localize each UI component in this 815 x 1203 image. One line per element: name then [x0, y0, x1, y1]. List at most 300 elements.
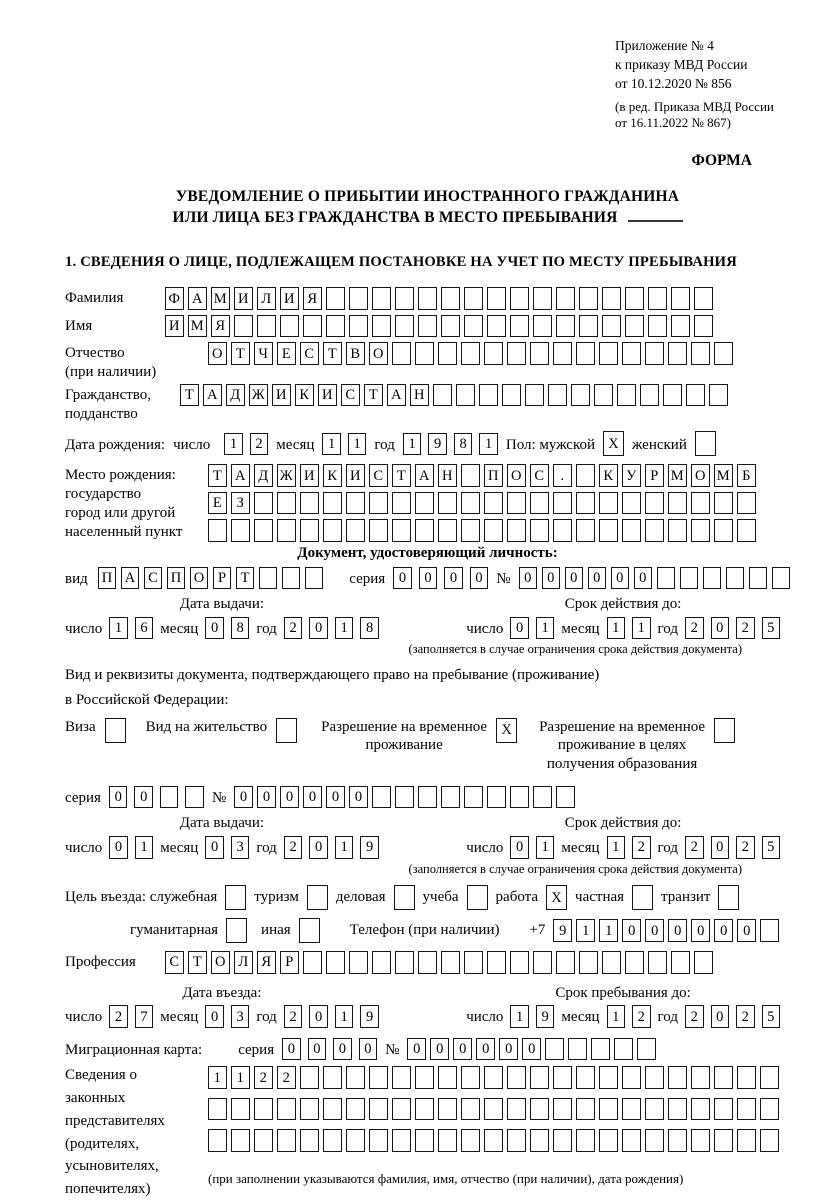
char-box[interactable]: Л: [257, 287, 276, 310]
char-box[interactable]: [254, 492, 273, 515]
char-box[interactable]: [507, 1098, 526, 1121]
char-box[interactable]: [231, 519, 250, 542]
char-box[interactable]: [737, 1098, 756, 1121]
char-box[interactable]: 2: [109, 1005, 128, 1028]
char-box[interactable]: [464, 951, 483, 974]
char-box[interactable]: [668, 1066, 687, 1089]
char-box[interactable]: [530, 492, 549, 515]
char-box[interactable]: [349, 315, 368, 338]
char-box[interactable]: [533, 287, 552, 310]
char-box[interactable]: 1: [403, 433, 422, 456]
char-box[interactable]: И: [165, 315, 184, 338]
char-box[interactable]: [571, 384, 590, 407]
char-box[interactable]: П: [484, 464, 503, 487]
char-box[interactable]: [418, 951, 437, 974]
char-box[interactable]: 0: [430, 1038, 449, 1061]
char-box[interactable]: [599, 1066, 618, 1089]
char-box[interactable]: [530, 1098, 549, 1121]
char-box[interactable]: [599, 342, 618, 365]
char-box[interactable]: [553, 1066, 572, 1089]
char-box[interactable]: 0: [510, 617, 529, 640]
char-box[interactable]: 0: [205, 617, 224, 640]
char-box[interactable]: 1: [109, 617, 128, 640]
char-box[interactable]: [691, 1098, 710, 1121]
char-box[interactable]: [553, 1098, 572, 1121]
char-box[interactable]: С: [144, 567, 163, 590]
char-box[interactable]: 2: [736, 1005, 755, 1028]
char-box[interactable]: 2: [284, 1005, 303, 1028]
char-box[interactable]: [323, 519, 342, 542]
char-box[interactable]: 2: [277, 1066, 296, 1089]
char-box[interactable]: [208, 1129, 227, 1152]
char-box[interactable]: 6: [135, 617, 154, 640]
char-box[interactable]: [645, 1066, 664, 1089]
char-box[interactable]: 0: [444, 567, 463, 590]
char-box[interactable]: 0: [257, 786, 276, 809]
char-box[interactable]: М: [211, 287, 230, 310]
char-box[interactable]: [772, 567, 791, 590]
char-box[interactable]: [599, 1098, 618, 1121]
char-box[interactable]: 1: [208, 1066, 227, 1089]
char-box[interactable]: [709, 384, 728, 407]
char-box[interactable]: [576, 464, 595, 487]
char-box[interactable]: 0: [519, 567, 538, 590]
char-box[interactable]: X: [496, 718, 517, 743]
char-box[interactable]: [208, 1098, 227, 1121]
char-box[interactable]: [510, 315, 529, 338]
char-box[interactable]: 0: [109, 786, 128, 809]
char-box[interactable]: [303, 951, 322, 974]
char-box[interactable]: С: [530, 464, 549, 487]
char-box[interactable]: 0: [470, 567, 489, 590]
char-box[interactable]: 9: [360, 836, 379, 859]
char-box[interactable]: Р: [645, 464, 664, 487]
char-box[interactable]: 0: [714, 919, 733, 942]
char-box[interactable]: [530, 342, 549, 365]
char-box[interactable]: [346, 1066, 365, 1089]
char-box[interactable]: 0: [303, 786, 322, 809]
char-box[interactable]: [602, 951, 621, 974]
char-box[interactable]: [395, 315, 414, 338]
char-box[interactable]: [395, 786, 414, 809]
char-box[interactable]: [300, 1066, 319, 1089]
char-box[interactable]: Ж: [277, 464, 296, 487]
char-box[interactable]: [594, 384, 613, 407]
char-box[interactable]: [395, 951, 414, 974]
char-box[interactable]: [461, 464, 480, 487]
char-box[interactable]: [648, 287, 667, 310]
char-box[interactable]: [461, 342, 480, 365]
char-box[interactable]: П: [98, 567, 117, 590]
char-box[interactable]: 0: [711, 1005, 730, 1028]
char-box[interactable]: Т: [323, 342, 342, 365]
char-box[interactable]: [694, 287, 713, 310]
char-box[interactable]: [484, 342, 503, 365]
char-box[interactable]: [760, 1066, 779, 1089]
char-box[interactable]: [280, 315, 299, 338]
char-box[interactable]: [257, 315, 276, 338]
char-box[interactable]: А: [203, 384, 222, 407]
char-box[interactable]: [599, 1129, 618, 1152]
char-box[interactable]: [231, 1129, 250, 1152]
char-box[interactable]: [714, 1129, 733, 1152]
char-box[interactable]: [300, 1098, 319, 1121]
char-box[interactable]: [438, 342, 457, 365]
char-box[interactable]: 2: [736, 836, 755, 859]
char-box[interactable]: [680, 567, 699, 590]
char-box[interactable]: А: [387, 384, 406, 407]
char-box[interactable]: [507, 1129, 526, 1152]
char-box[interactable]: [640, 384, 659, 407]
char-box[interactable]: 9: [553, 919, 572, 942]
char-box[interactable]: [456, 384, 475, 407]
char-box[interactable]: 1: [348, 433, 367, 456]
char-box[interactable]: Н: [438, 464, 457, 487]
char-box[interactable]: А: [415, 464, 434, 487]
char-box[interactable]: В: [346, 342, 365, 365]
char-box[interactable]: 0: [499, 1038, 518, 1061]
char-box[interactable]: О: [507, 464, 526, 487]
char-box[interactable]: .: [553, 464, 572, 487]
char-box[interactable]: [663, 384, 682, 407]
char-box[interactable]: [694, 315, 713, 338]
char-box[interactable]: 0: [419, 567, 438, 590]
char-box[interactable]: 1: [335, 1005, 354, 1028]
char-box[interactable]: [226, 918, 247, 943]
char-box[interactable]: [441, 951, 460, 974]
char-box[interactable]: С: [300, 342, 319, 365]
char-box[interactable]: [749, 567, 768, 590]
char-box[interactable]: [415, 342, 434, 365]
char-box[interactable]: Ф: [165, 287, 184, 310]
char-box[interactable]: [694, 951, 713, 974]
char-box[interactable]: Ж: [249, 384, 268, 407]
char-box[interactable]: X: [546, 885, 567, 910]
char-box[interactable]: 1: [632, 617, 651, 640]
char-box[interactable]: О: [208, 342, 227, 365]
char-box[interactable]: [254, 1098, 273, 1121]
char-box[interactable]: [533, 315, 552, 338]
char-box[interactable]: Д: [226, 384, 245, 407]
char-box[interactable]: [392, 519, 411, 542]
char-box[interactable]: Б: [737, 464, 756, 487]
char-box[interactable]: О: [190, 567, 209, 590]
char-box[interactable]: [645, 1129, 664, 1152]
char-box[interactable]: [548, 384, 567, 407]
char-box[interactable]: 0: [333, 1038, 352, 1061]
char-box[interactable]: [372, 786, 391, 809]
char-box[interactable]: [300, 519, 319, 542]
char-box[interactable]: [415, 1129, 434, 1152]
char-box[interactable]: [510, 951, 529, 974]
char-box[interactable]: 2: [736, 617, 755, 640]
char-box[interactable]: 8: [231, 617, 250, 640]
char-box[interactable]: Т: [236, 567, 255, 590]
char-box[interactable]: [671, 287, 690, 310]
char-box[interactable]: 0: [309, 617, 328, 640]
char-box[interactable]: 1: [576, 919, 595, 942]
char-box[interactable]: 2: [632, 1005, 651, 1028]
char-box[interactable]: 0: [588, 567, 607, 590]
char-box[interactable]: [691, 1129, 710, 1152]
char-box[interactable]: Я: [211, 315, 230, 338]
char-box[interactable]: [602, 315, 621, 338]
char-box[interactable]: 5: [762, 836, 781, 859]
char-box[interactable]: 0: [622, 919, 641, 942]
char-box[interactable]: [392, 1098, 411, 1121]
char-box[interactable]: [395, 287, 414, 310]
char-box[interactable]: 1: [607, 617, 626, 640]
char-box[interactable]: И: [300, 464, 319, 487]
char-box[interactable]: [737, 519, 756, 542]
char-box[interactable]: [576, 1129, 595, 1152]
char-box[interactable]: [438, 519, 457, 542]
char-box[interactable]: [467, 885, 488, 910]
char-box[interactable]: [632, 885, 653, 910]
char-box[interactable]: [510, 786, 529, 809]
char-box[interactable]: М: [714, 464, 733, 487]
char-box[interactable]: [307, 885, 328, 910]
char-box[interactable]: [369, 1098, 388, 1121]
char-box[interactable]: [622, 1098, 641, 1121]
char-box[interactable]: [349, 287, 368, 310]
char-box[interactable]: [533, 951, 552, 974]
char-box[interactable]: [599, 519, 618, 542]
char-box[interactable]: 0: [565, 567, 584, 590]
char-box[interactable]: [668, 492, 687, 515]
char-box[interactable]: [225, 885, 246, 910]
char-box[interactable]: И: [318, 384, 337, 407]
char-box[interactable]: [576, 1098, 595, 1121]
char-box[interactable]: [737, 1066, 756, 1089]
char-box[interactable]: [323, 1098, 342, 1121]
char-box[interactable]: Т: [364, 384, 383, 407]
char-box[interactable]: [668, 1098, 687, 1121]
char-box[interactable]: [305, 567, 324, 590]
char-box[interactable]: [533, 786, 552, 809]
char-box[interactable]: [714, 1098, 733, 1121]
char-box[interactable]: Д: [254, 464, 273, 487]
char-box[interactable]: [714, 342, 733, 365]
char-box[interactable]: З: [231, 492, 250, 515]
char-box[interactable]: [726, 567, 745, 590]
char-box[interactable]: 0: [737, 919, 756, 942]
char-box[interactable]: [441, 315, 460, 338]
char-box[interactable]: [369, 1066, 388, 1089]
char-box[interactable]: К: [599, 464, 618, 487]
char-box[interactable]: [464, 287, 483, 310]
char-box[interactable]: [415, 1066, 434, 1089]
char-box[interactable]: 9: [536, 1005, 555, 1028]
char-box[interactable]: 5: [762, 617, 781, 640]
char-box[interactable]: [525, 384, 544, 407]
char-box[interactable]: [553, 1129, 572, 1152]
char-box[interactable]: П: [167, 567, 186, 590]
char-box[interactable]: [461, 1066, 480, 1089]
char-box[interactable]: О: [369, 342, 388, 365]
char-box[interactable]: [372, 951, 391, 974]
char-box[interactable]: С: [369, 464, 388, 487]
char-box[interactable]: [556, 315, 575, 338]
char-box[interactable]: [507, 519, 526, 542]
char-box[interactable]: [487, 287, 506, 310]
char-box[interactable]: [300, 492, 319, 515]
char-box[interactable]: И: [234, 287, 253, 310]
char-box[interactable]: О: [211, 951, 230, 974]
char-box[interactable]: Е: [208, 492, 227, 515]
char-box[interactable]: 0: [634, 567, 653, 590]
char-box[interactable]: Т: [392, 464, 411, 487]
char-box[interactable]: [487, 786, 506, 809]
char-box[interactable]: К: [295, 384, 314, 407]
char-box[interactable]: [530, 1129, 549, 1152]
char-box[interactable]: [671, 315, 690, 338]
char-box[interactable]: Ч: [254, 342, 273, 365]
char-box[interactable]: [346, 492, 365, 515]
char-box[interactable]: [625, 951, 644, 974]
char-box[interactable]: Р: [213, 567, 232, 590]
char-box[interactable]: 2: [254, 1066, 273, 1089]
char-box[interactable]: [160, 786, 179, 809]
char-box[interactable]: [231, 1098, 250, 1121]
char-box[interactable]: Я: [303, 287, 322, 310]
char-box[interactable]: О: [691, 464, 710, 487]
char-box[interactable]: А: [231, 464, 250, 487]
char-box[interactable]: [668, 342, 687, 365]
char-box[interactable]: [372, 287, 391, 310]
char-box[interactable]: [438, 1129, 457, 1152]
char-box[interactable]: [323, 1066, 342, 1089]
char-box[interactable]: [484, 1129, 503, 1152]
char-box[interactable]: [622, 492, 641, 515]
char-box[interactable]: Т: [208, 464, 227, 487]
char-box[interactable]: [507, 342, 526, 365]
char-box[interactable]: [530, 519, 549, 542]
char-box[interactable]: 0: [309, 836, 328, 859]
char-box[interactable]: [695, 431, 716, 456]
char-box[interactable]: 1: [607, 1005, 626, 1028]
char-box[interactable]: К: [323, 464, 342, 487]
char-box[interactable]: [300, 1129, 319, 1152]
char-box[interactable]: [438, 492, 457, 515]
char-box[interactable]: 0: [510, 836, 529, 859]
char-box[interactable]: [254, 519, 273, 542]
char-box[interactable]: [323, 1129, 342, 1152]
char-box[interactable]: [648, 951, 667, 974]
char-box[interactable]: 1: [607, 836, 626, 859]
char-box[interactable]: [208, 519, 227, 542]
char-box[interactable]: [299, 918, 320, 943]
char-box[interactable]: [625, 287, 644, 310]
char-box[interactable]: [484, 492, 503, 515]
char-box[interactable]: 0: [349, 786, 368, 809]
char-box[interactable]: [105, 718, 126, 743]
char-box[interactable]: 0: [134, 786, 153, 809]
char-box[interactable]: 1: [599, 919, 618, 942]
char-box[interactable]: У: [622, 464, 641, 487]
char-box[interactable]: [326, 315, 345, 338]
char-box[interactable]: [691, 1066, 710, 1089]
char-box[interactable]: 0: [282, 1038, 301, 1061]
char-box[interactable]: [617, 384, 636, 407]
char-box[interactable]: Я: [257, 951, 276, 974]
char-box[interactable]: 0: [691, 919, 710, 942]
char-box[interactable]: 1: [135, 836, 154, 859]
char-box[interactable]: [645, 1098, 664, 1121]
char-box[interactable]: 0: [308, 1038, 327, 1061]
char-box[interactable]: [277, 1098, 296, 1121]
char-box[interactable]: [576, 342, 595, 365]
char-box[interactable]: [464, 315, 483, 338]
char-box[interactable]: 2: [632, 836, 651, 859]
char-box[interactable]: [369, 519, 388, 542]
char-box[interactable]: И: [346, 464, 365, 487]
char-box[interactable]: [277, 519, 296, 542]
char-box[interactable]: [714, 718, 735, 743]
char-box[interactable]: 0: [645, 919, 664, 942]
char-box[interactable]: [657, 567, 676, 590]
char-box[interactable]: 2: [284, 836, 303, 859]
char-box[interactable]: 3: [231, 1005, 250, 1028]
char-box[interactable]: [461, 1129, 480, 1152]
char-box[interactable]: [648, 315, 667, 338]
char-box[interactable]: 0: [407, 1038, 426, 1061]
char-box[interactable]: [185, 786, 204, 809]
char-box[interactable]: [691, 519, 710, 542]
char-box[interactable]: [392, 492, 411, 515]
char-box[interactable]: [392, 342, 411, 365]
char-box[interactable]: 5: [762, 1005, 781, 1028]
char-box[interactable]: [760, 919, 779, 942]
char-box[interactable]: [326, 951, 345, 974]
char-box[interactable]: [369, 1129, 388, 1152]
char-box[interactable]: [418, 786, 437, 809]
char-box[interactable]: Н: [410, 384, 429, 407]
char-box[interactable]: [714, 492, 733, 515]
char-box[interactable]: 2: [284, 617, 303, 640]
char-box[interactable]: [418, 287, 437, 310]
char-box[interactable]: [415, 492, 434, 515]
char-box[interactable]: [326, 287, 345, 310]
char-box[interactable]: [392, 1066, 411, 1089]
char-box[interactable]: [484, 1066, 503, 1089]
char-box[interactable]: 0: [522, 1038, 541, 1061]
char-box[interactable]: [737, 492, 756, 515]
char-box[interactable]: [441, 287, 460, 310]
char-box[interactable]: 2: [685, 836, 704, 859]
char-box[interactable]: [686, 384, 705, 407]
char-box[interactable]: Л: [234, 951, 253, 974]
char-box[interactable]: [668, 519, 687, 542]
char-box[interactable]: 0: [205, 1005, 224, 1028]
char-box[interactable]: [645, 519, 664, 542]
char-box[interactable]: 0: [393, 567, 412, 590]
char-box[interactable]: [415, 519, 434, 542]
char-box[interactable]: [349, 951, 368, 974]
char-box[interactable]: [579, 951, 598, 974]
char-box[interactable]: 0: [711, 617, 730, 640]
char-box[interactable]: [645, 342, 664, 365]
char-box[interactable]: [622, 342, 641, 365]
char-box[interactable]: [556, 951, 575, 974]
char-box[interactable]: И: [272, 384, 291, 407]
char-box[interactable]: 1: [224, 433, 243, 456]
char-box[interactable]: [464, 786, 483, 809]
char-box[interactable]: 2: [685, 617, 704, 640]
char-box[interactable]: [254, 1129, 273, 1152]
char-box[interactable]: Т: [180, 384, 199, 407]
char-box[interactable]: [668, 1129, 687, 1152]
